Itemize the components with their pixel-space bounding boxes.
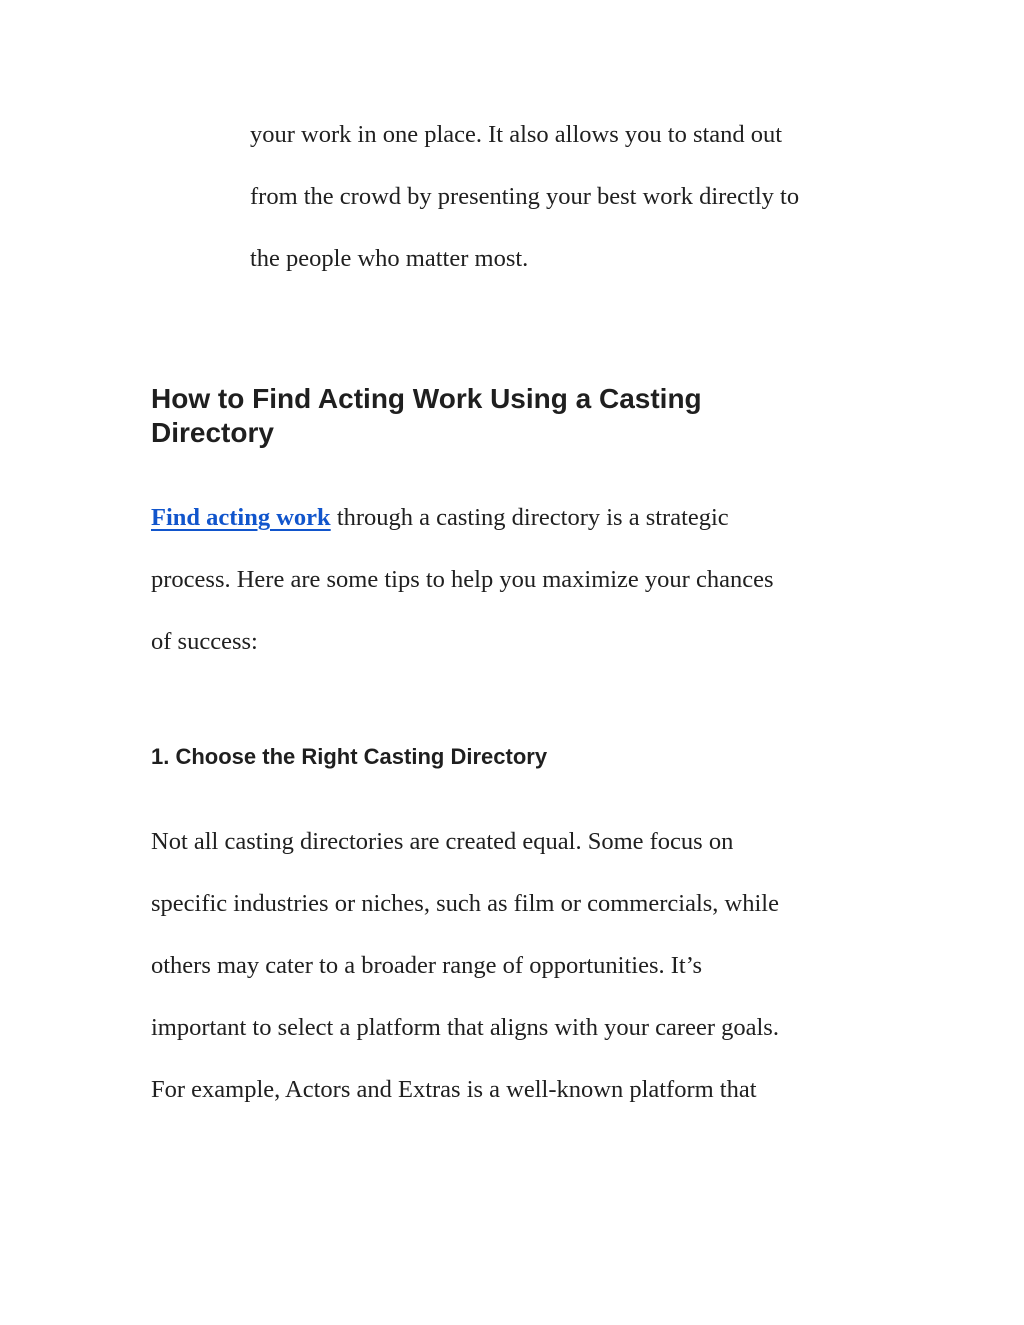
subsection-line-3: others may cater to a broader range of opportunities. It’s <box>151 952 703 979</box>
section-paragraph-line-1 <box>151 503 729 533</box>
section-paragraph-line-1-text: through a casting directory is a strategic <box>330 504 729 531</box>
section-heading-line-1: How to Find Acting Work Using a Casting <box>151 383 702 414</box>
intro-line-1: your work in one place. It also allows you to stand out <box>250 121 783 148</box>
subsection-heading: 1. Choose the Right Casting Directory <box>151 744 548 769</box>
subsection-line-1: Not all casting directories are created equal. Some focus on <box>151 828 734 855</box>
section-paragraph-line-2: process. Here are some tips to help you maximize your chances <box>151 566 774 593</box>
subsection-line-5: For example, Actors and Extras is a well-known platform that <box>151 1076 757 1103</box>
intro-line-3: the people who matter most. <box>250 245 529 272</box>
section-heading-line-2: Directory <box>151 417 274 448</box>
section-paragraph-line-3: of success: <box>151 628 258 655</box>
find-acting-work-link[interactable]: Find acting work <box>151 504 331 531</box>
subsection-line-4: important to select a platform that aligns with your career goals. <box>151 1014 779 1041</box>
intro-line-2: from the crowd by presenting your best work directly to <box>250 183 800 210</box>
subsection-line-2: specific industries or niches, such as film or commercials, while <box>151 890 779 917</box>
